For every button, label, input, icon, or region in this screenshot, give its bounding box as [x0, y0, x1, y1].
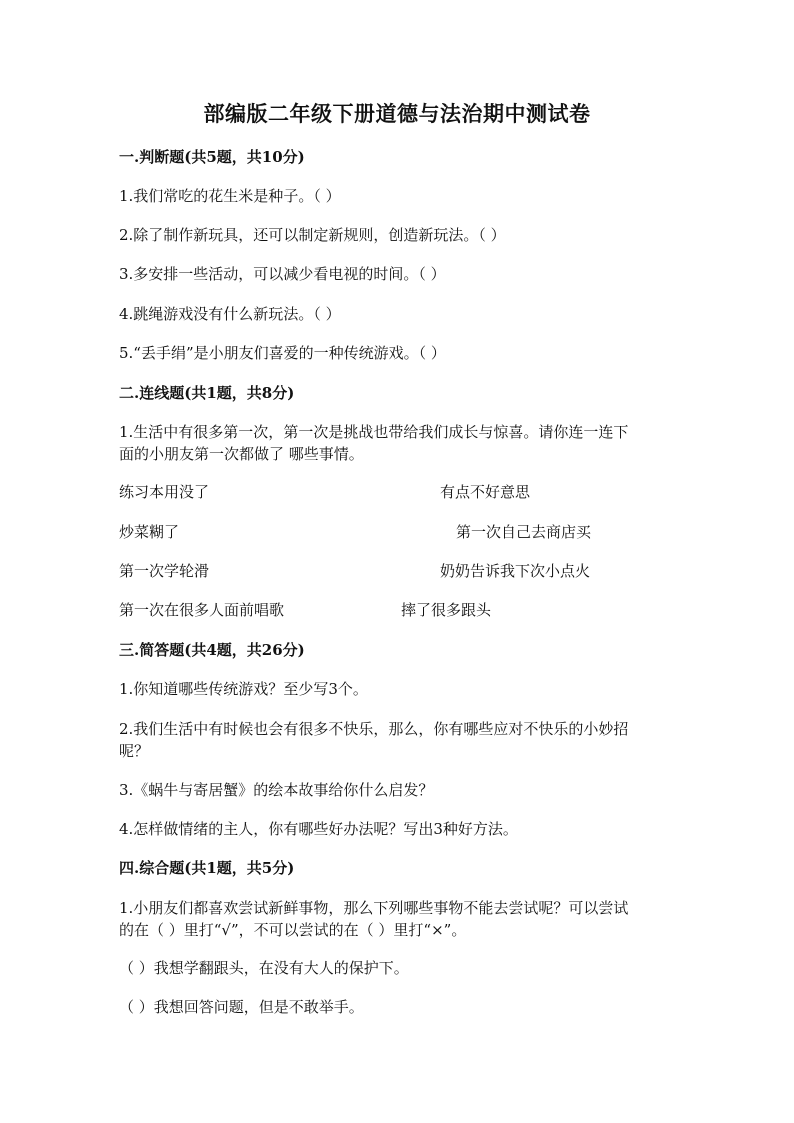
match-left-3: 第一次学轮滑 — [119, 562, 210, 580]
page-title: 部编版二年级下册道德与法治期中测试卷 — [203, 101, 591, 126]
comprehensive-option-2: （ ）我想回答问题，但是不敢举手。 — [119, 998, 364, 1016]
short-answer-2-line-2: 呢？ — [119, 742, 150, 760]
comprehensive-question-line-2: 的在（ ）里打“√”，不可以尝试的在（ ）里打“×”。 — [119, 921, 467, 939]
section-1-heading: 一.判断题(共5题，共10分) — [119, 148, 305, 166]
judge-item-1: 1.我们常吃的花生米是种子。（ ） — [119, 187, 341, 205]
match-left-2: 炒菜糊了 — [119, 523, 180, 541]
section-2-heading: 二.连线题(共1题，共8分) — [119, 384, 295, 402]
judge-item-5: 5.“丢手绢”是小朋友们喜爱的一种传统游戏。（ ） — [119, 344, 446, 362]
match-left-1: 练习本用没了 — [119, 483, 210, 501]
match-right-2: 第一次自己去商店买 — [456, 523, 592, 541]
match-right-3: 奶奶告诉我下次小点火 — [440, 562, 591, 580]
matching-question-line-2: 面的小朋友第一次都做了 哪些事情。 — [119, 445, 364, 463]
judge-item-2: 2.除了制作新玩具，还可以制定新规则，创造新玩法。（ ） — [119, 226, 506, 244]
comprehensive-option-1: （ ）我想学翻跟头，在没有大人的保护下。 — [119, 959, 409, 977]
match-left-4: 第一次在很多人面前唱歌 — [119, 601, 285, 619]
short-answer-1: 1.你知道哪些传统游戏？至少写3个。 — [119, 680, 368, 698]
short-answer-4: 4.怎样做情绪的主人，你有哪些好办法呢？写出3种好方法。 — [119, 820, 518, 838]
match-right-1: 有点不好意思 — [440, 483, 531, 501]
matching-question-line-1: 1.生活中有很多第一次，第一次是挑战也带给我们成长与惊喜。请你连一连下 — [119, 423, 629, 441]
judge-item-3: 3.多安排一些活动，可以减少看电视的时间。（ ） — [119, 265, 446, 283]
section-4-heading: 四.综合题(共1题，共5分) — [119, 859, 295, 877]
section-3-heading: 三.简答题(共4题，共26分) — [119, 641, 305, 659]
short-answer-3: 3.《蜗牛与寄居蟹》的绘本故事给你什么启发？ — [119, 781, 434, 799]
short-answer-2-line-1: 2.我们生活中有时候也会有很多不快乐，那么，你有哪些应对不快乐的小妙招 — [119, 720, 629, 738]
judge-item-4: 4.跳绳游戏没有什么新玩法。（ ） — [119, 305, 341, 323]
comprehensive-question-line-1: 1.小朋友们都喜欢尝试新鲜事物，那么下列哪些事物不能去尝试呢？可以尝试 — [119, 899, 629, 917]
match-right-4: 摔了很多跟头 — [401, 601, 492, 619]
